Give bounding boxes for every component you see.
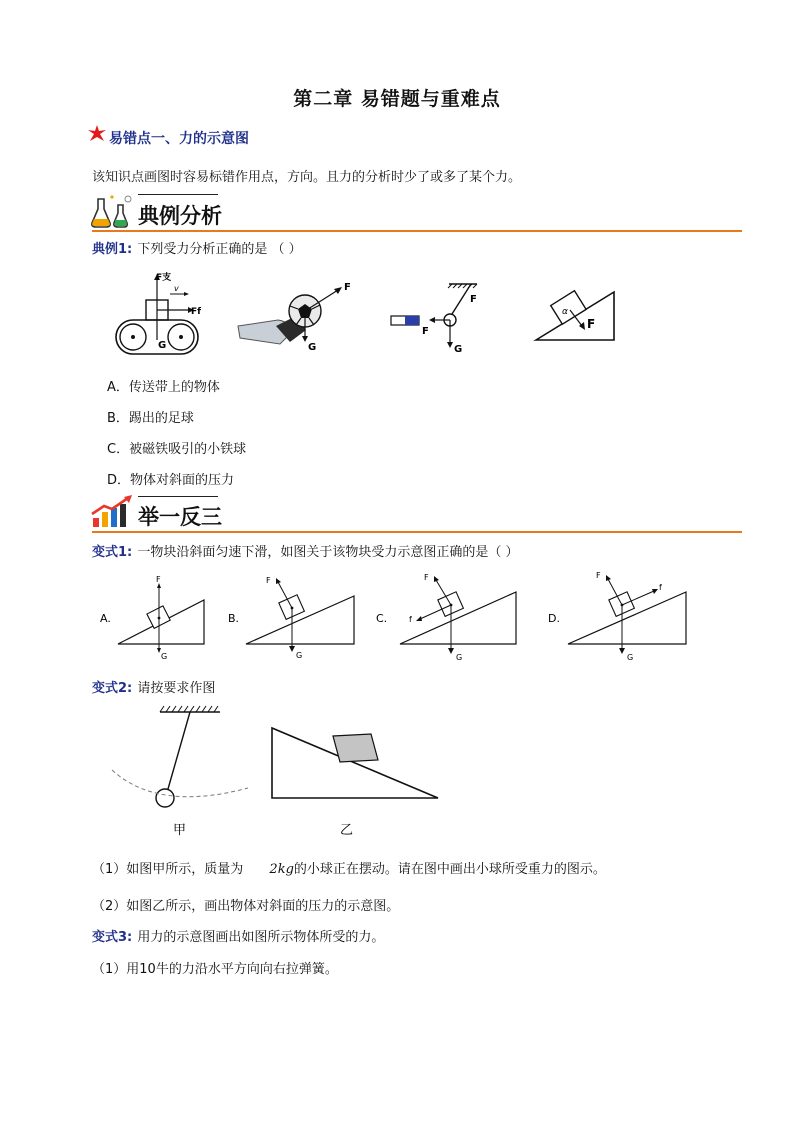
- variant3-sub1: （1）用10牛的力沿水平方向向右拉弹簧。: [92, 962, 338, 977]
- label-b-f: F: [344, 282, 351, 293]
- option-d: D．物体对斜面的压力: [107, 473, 235, 488]
- svg-text:G: G: [161, 652, 168, 661]
- diagram-d-incline: [536, 291, 614, 340]
- label-d-f: F: [587, 317, 596, 331]
- diagram-a-conveyor: [116, 274, 198, 354]
- svg-text:F: F: [424, 573, 429, 582]
- orange-divider: [92, 230, 742, 232]
- diagram-b-football: [238, 287, 342, 344]
- banner-practice: 举一反三: [138, 505, 222, 529]
- variant2-question: 请按要求作图: [137, 681, 216, 696]
- svg-text:G: G: [456, 653, 463, 662]
- orange-divider-2: [92, 531, 742, 533]
- v1-diagram-b: [228, 576, 354, 660]
- example-question: 下列受力分析正确的是 （ ）: [137, 242, 302, 257]
- option-c: C．被磁铁吸引的小铁球: [107, 442, 247, 457]
- mass-value: 2kg: [269, 862, 294, 877]
- incline-block-diagram: [272, 728, 438, 798]
- example-label: 典例1:: [92, 242, 133, 257]
- svg-text:F: F: [266, 576, 271, 585]
- section-intro: 该知识点画图时容易标错作用点，方向。且力的分析时少了或多了某个力。: [92, 170, 522, 185]
- variant2-diagrams: [108, 700, 448, 840]
- svg-text:G: G: [627, 653, 634, 662]
- label-c-f2: F: [422, 326, 429, 337]
- growth-chart-icon: [90, 494, 134, 528]
- svg-text:C.: C.: [376, 612, 388, 625]
- v1-diagram-c: [376, 573, 516, 662]
- option-b: B．踢出的足球: [107, 411, 194, 426]
- page-title: 第二章 易错题与重难点: [293, 88, 501, 110]
- svg-text:α: α: [562, 307, 568, 317]
- svg-text:B.: B.: [228, 612, 240, 625]
- example-diagrams: [100, 268, 660, 360]
- variant1-label: 变式1:: [92, 545, 133, 560]
- section-heading: 易错点一、力的示意图: [109, 131, 249, 147]
- caption-jia: 甲: [173, 823, 187, 838]
- label-b-g: G: [308, 342, 317, 353]
- variant1-question: 一物块沿斜面匀速下滑，如图关于该物块受力示意图正确的是（ ）: [137, 545, 519, 560]
- svg-text:D.: D.: [548, 612, 560, 625]
- variant3-question: 用力的示意图画出如图所示物体所受的力。: [137, 930, 385, 945]
- label-c-g: G: [454, 344, 463, 355]
- v1-diagram-a: [100, 575, 204, 661]
- variant2-sub2: （2）如图乙所示，画出物体对斜面的压力的示意图。: [92, 899, 400, 914]
- svg-text:f: f: [409, 615, 412, 624]
- variant2-sub1: （1）如图甲所示，质量为 2kg的小球正在摆动。请在图中画出小球所受重力的图示。: [92, 862, 606, 877]
- banner-top-line-2: [138, 496, 218, 497]
- label-a-f-support: F支: [156, 273, 172, 283]
- banner-example-analysis: 典例分析: [138, 204, 222, 228]
- option-a: A．传送带上的物体: [107, 380, 220, 395]
- label-a-ff: Ff: [191, 307, 202, 317]
- diagram-c-magnet-ball: [391, 284, 477, 348]
- variant2-label: 变式2:: [92, 681, 133, 696]
- label-c-f1: F: [470, 294, 477, 305]
- lab-flask-icon: [90, 193, 134, 229]
- caption-yi: 乙: [340, 823, 354, 838]
- svg-text:F: F: [596, 571, 601, 580]
- variant3-label: 变式3:: [92, 930, 133, 945]
- svg-text:A.: A.: [100, 612, 111, 625]
- v1-diagram-d: [548, 571, 686, 662]
- banner-top-line: [138, 194, 218, 195]
- label-a-g: G: [158, 340, 167, 351]
- red-star-icon: [88, 125, 106, 143]
- svg-text:G: G: [296, 651, 303, 660]
- label-a-v: v: [174, 284, 179, 293]
- svg-text:F: F: [156, 575, 161, 584]
- svg-text:f: f: [659, 583, 662, 592]
- variant1-diagrams: [94, 566, 694, 666]
- pendulum-diagram: [112, 706, 248, 807]
